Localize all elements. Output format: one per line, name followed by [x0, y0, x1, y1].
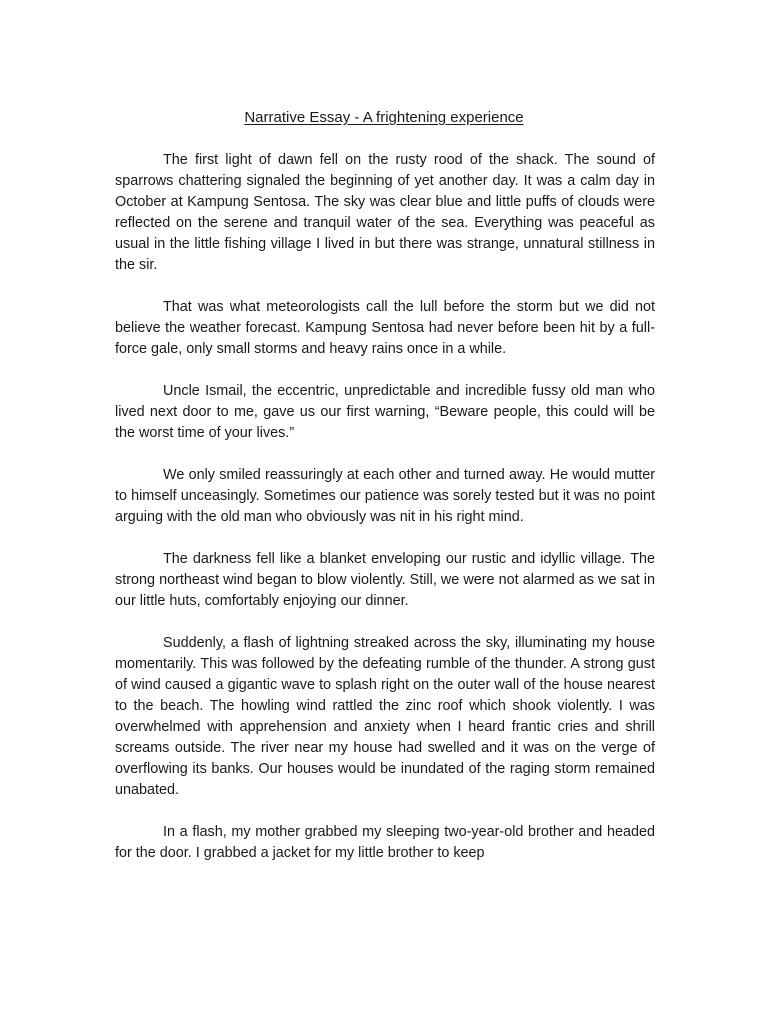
essay-title-text: Narrative Essay - A frightening experience	[244, 109, 524, 126]
paragraph-5: The darkness fell like a blanket enveloping our rustic and idyllic village. The strong northeast wind began to blow violently. Still, we were not alarmed as we sat in our little huts, comfortably enjoying our dinner.	[115, 551, 655, 609]
paragraph-1: The first light of dawn fell on the rusty rood of the shack. The sound of sparrows chattering signaled the beginning of yet another day. It was a calm day in October at Kampung Sentosa. The sky was clear blue and little puffs of clouds were reflected on the serene and tranquil water of the sea. Everything was peaceful as usual in the little fishing village I lived in but there was strange, unnatural stillness in the sir.	[115, 152, 655, 273]
paragraph-2: That was what meteorologists call the lull before the storm but we did not believe the weather forecast. Kampung Sentosa had never before been hit by a full-force gale, only small storms and heavy rains once in a while.	[115, 299, 655, 357]
essay-title	[0, 108, 768, 128]
essay-body	[115, 150, 655, 885]
paragraph-3: Uncle Ismail, the eccentric, unpredictable and incredible fussy old man who lived next door to me, gave us our first warning, “Beware people, this could will be the worst time of your lives.”	[115, 383, 655, 441]
paragraph-4: We only smiled reassuringly at each other and turned away. He would mutter to himself unceasingly. Sometimes our patience was sorely tested but it was no point arguing with the old man who obviously was nit in his right mind.	[115, 467, 655, 525]
paragraph-7: In a flash, my mother grabbed my sleeping two-year-old brother and headed for the door. I grabbed a jacket for my little brother to keep	[115, 824, 655, 861]
paragraph-6: Suddenly, a flash of lightning streaked across the sky, illuminating my house momentarily. This was followed by the defeating rumble of the thunder. A strong gust of wind caused a gigantic wave to splash right on the outer wall of the house nearest to the beach. The howling wind rattled the zinc roof which shook violently. I was overwhelmed with apprehension and anxiety when I heard frantic cries and shrill screams outside. The river near my house had swelled and it was on the verge of overflowing its banks. Our houses would be inundated of the raging storm remained unabated.	[115, 635, 655, 798]
